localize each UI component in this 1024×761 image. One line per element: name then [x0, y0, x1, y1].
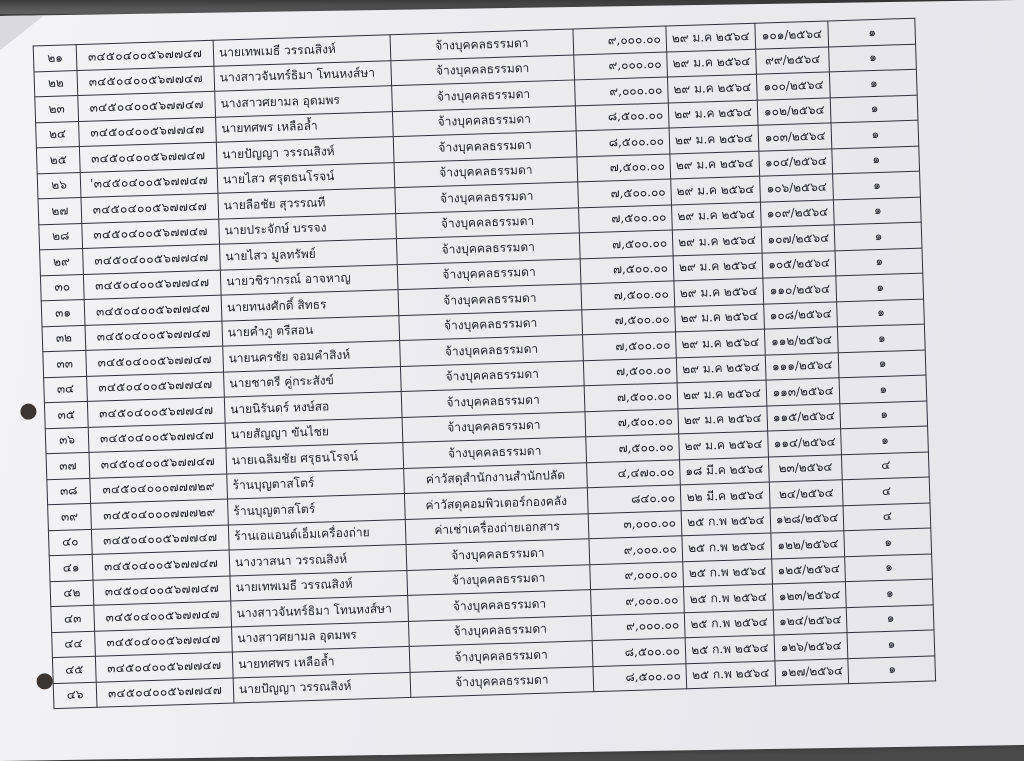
document-number-cell: ๑๑๐/๒๕๖๔ — [763, 276, 837, 304]
description-cell: ค่าวัสดุคอมพิวเตอร์กองคลัง — [404, 488, 588, 519]
payee-name-cell: นางสาวจันทร์ธิมา โทนหงส์ษา — [231, 595, 409, 626]
date-cell: ๒๕ ก.พ ๒๕๖๔ — [683, 558, 773, 586]
document-number-cell: ๑๒๒/๒๕๖๔ — [771, 531, 845, 559]
amount-cell: ๗,๕๐๐.๐๐ — [584, 383, 678, 411]
count-cell: ๑ — [845, 553, 933, 581]
amount-cell: ๗,๕๐๐.๐๐ — [579, 204, 673, 232]
date-cell: ๒๙ ม.ค ๒๕๖๔ — [669, 125, 759, 153]
row-number-cell: ๓๘ — [47, 478, 91, 505]
payee-name-cell: นายไสว ศรุตธนโรจน์ — [217, 162, 395, 193]
tax-id-cell: ๓๔๕๐๔๐๐๕๖๗๗๔๗ — [95, 652, 233, 682]
date-cell: ๒๕ ก.พ ๒๕๖๔ — [681, 508, 771, 536]
row-number-cell: ๒๔ — [36, 121, 80, 148]
date-cell: ๒๕ ก.พ ๒๕๖๔ — [682, 533, 772, 561]
payee-name-cell: นายปัญญา วรรณสิงห์ — [233, 672, 411, 703]
description-cell: จ้างบุคคลธรรมดา — [400, 335, 584, 366]
payee-name-cell: นายไสว มูลทรัพย์ — [220, 239, 398, 270]
punch-hole-upper — [20, 403, 36, 419]
description-cell: ค่าเช่าเครื่องถ่ายเอกสาร — [405, 513, 589, 544]
amount-cell: ๔,๔๗๐.๐๐ — [587, 459, 681, 487]
description-cell: จ้างบุคคลธรรมดา — [391, 54, 575, 85]
payee-name-cell: ร้านบุญตาสโตร์ — [227, 468, 405, 499]
amount-cell: ๙,๐๐๐.๐๐ — [591, 612, 685, 640]
tax-id-cell: ๓๔๕๐๔๐๐๐๗๗๗๒๙ — [90, 474, 228, 504]
date-cell: ๒๙ ม.ค ๒๕๖๔ — [672, 227, 762, 255]
count-cell: ๑ — [833, 171, 921, 199]
document-number-cell: ๑๐๗/๒๕๖๔ — [761, 225, 835, 253]
tax-id-cell: ๓๔๕๐๔๐๐๕๖๗๗๔๗ — [83, 244, 221, 274]
row-number-cell: ๔๔ — [52, 631, 96, 658]
date-cell: ๒๕ ก.พ ๒๕๖๔ — [684, 584, 774, 612]
tax-id-cell: ๓๔๕๐๔๐๐๕๖๗๗๔๗ — [95, 626, 233, 656]
tax-id-cell: '๓๔๕๐๔๐๐๕๖๗๗๔๗ — [80, 168, 218, 198]
count-cell: ๑ — [839, 350, 927, 378]
description-cell: จ้างบุคคลธรรมดา — [406, 539, 590, 570]
amount-cell: ๗,๕๐๐.๐๐ — [583, 332, 677, 360]
row-number-cell: ๒๑ — [33, 45, 77, 72]
description-cell: จ้างบุคคลธรรมดา — [409, 641, 593, 672]
description-cell: จ้างบุคคลธรรมดา — [399, 309, 583, 340]
document-number-cell: ๑๐๖/๒๕๖๔ — [760, 174, 834, 202]
count-cell: ๑ — [835, 248, 923, 276]
description-cell: จ้างบุคคลธรรมดา — [403, 437, 587, 468]
document-number-cell: ๑๒๗/๒๕๖๔ — [775, 658, 849, 686]
tax-id-cell: ๓๔๕๐๔๐๐๕๖๗๗๔๗ — [84, 295, 222, 325]
description-cell: จ้างบุคคลธรรมดา — [408, 590, 592, 621]
count-cell: ๑ — [848, 655, 936, 683]
description-cell: จ้างบุคคลธรรมดา — [400, 360, 584, 391]
date-cell: ๒๙ ม.ค ๒๕๖๔ — [676, 355, 766, 383]
payee-name-cell: ร้านบุญตาสโตร์ — [228, 494, 406, 525]
row-number-cell: ๓๖ — [45, 427, 89, 454]
payee-name-cell: นางสาวศยามล อุดมพร — [215, 86, 393, 117]
count-cell: ๑ — [836, 273, 924, 301]
description-cell: จ้างบุคคลธรรมดา — [392, 80, 576, 111]
description-cell: จ้างบุคคลธรรมดา — [392, 105, 576, 136]
date-cell: ๑๘ มี.ค ๒๕๖๔ — [679, 457, 769, 485]
document-number-cell: ๑๒๖/๒๕๖๔ — [774, 633, 848, 661]
tax-id-cell: ๓๔๕๐๔๐๐๕๖๗๗๔๗ — [83, 270, 221, 300]
row-number-cell: ๔๐ — [48, 529, 92, 556]
count-cell: ๔ — [842, 452, 930, 480]
count-cell: ๑ — [841, 426, 929, 454]
document-number-cell: ๑๒๕/๒๕๖๔ — [772, 556, 846, 584]
count-cell: ๔ — [843, 477, 931, 505]
payee-name-cell: นายวชิรากรณ์ อาจหาญ — [220, 264, 398, 295]
description-cell: จ้างบุคคลธรรมดา — [397, 258, 581, 289]
document-number-cell: ๑๑๑/๒๕๖๔ — [765, 352, 839, 380]
amount-cell: ๙,๐๐๐.๐๐ — [575, 77, 669, 105]
payee-name-cell: นายชาตรี คู่กระสังข์ — [224, 366, 402, 397]
document-number-cell: ๑๐๔/๒๕๖๔ — [759, 148, 833, 176]
count-cell: ๑ — [828, 18, 916, 46]
payee-name-cell: นายทนงศักดิ์ สิทธร — [221, 290, 399, 321]
row-number-cell: ๒๘ — [39, 223, 83, 250]
payee-name-cell: นายเฉลิมชัย ศรุธนโรจน์ — [226, 443, 404, 474]
tax-id-cell: ๓๔๕๐๔๐๐๕๖๗๗๔๗ — [79, 117, 217, 147]
document-number-cell: ๑๐๘/๒๕๖๔ — [764, 301, 838, 329]
date-cell: ๒๙ ม.ค ๒๕๖๔ — [667, 49, 757, 77]
row-number-cell: ๓๓ — [43, 350, 87, 377]
tax-id-cell: ๓๔๕๐๔๐๐๕๖๗๗๔๗ — [76, 40, 214, 70]
row-number-cell: ๒๓ — [35, 96, 79, 123]
document-number-cell: ๑๐๐/๒๕๖๔ — [756, 72, 830, 100]
tax-id-cell: ๓๔๕๐๔๐๐๕๖๗๗๔๗ — [77, 66, 215, 96]
date-cell: ๒๙ ม.ค ๒๕๖๔ — [671, 176, 761, 204]
count-cell: ๑ — [840, 401, 928, 429]
count-cell: ๑ — [839, 375, 927, 403]
payee-name-cell: นางสาวจันทร์ธิมา โทนหงส์ษา — [214, 60, 392, 91]
payee-name-cell: นางวาสนา วรรณสิงห์ — [229, 544, 407, 575]
tax-id-cell: ๓๔๕๐๔๐๐๕๖๗๗๔๗ — [86, 346, 224, 376]
document-number-cell: ๑๒๘/๒๕๖๔ — [770, 505, 844, 533]
tax-id-cell: ๓๔๕๐๔๐๐๕๖๗๗๔๗ — [87, 397, 225, 427]
amount-cell: ๙,๐๐๐.๐๐ — [574, 52, 668, 80]
amount-cell: ๙,๐๐๐.๐๐ — [589, 536, 683, 564]
row-number-cell: ๓๒ — [42, 325, 86, 352]
date-cell: ๒๙ ม.ค ๒๕๖๔ — [671, 202, 761, 230]
date-cell: ๒๙ ม.ค ๒๕๖๔ — [678, 406, 768, 434]
description-cell: จ้างบุคคลธรรมดา — [410, 666, 594, 697]
date-cell: ๒๙ ม.ค ๒๕๖๔ — [670, 151, 760, 179]
amount-cell: ๘,๕๐๐.๐๐ — [575, 103, 669, 131]
date-cell: ๒๙ ม.ค ๒๕๖๔ — [673, 253, 763, 281]
amount-cell: ๗,๕๐๐.๐๐ — [579, 230, 673, 258]
date-cell: ๒๙ ม.ค ๒๕๖๔ — [677, 380, 767, 408]
row-number-cell: ๓๑ — [41, 299, 85, 326]
amount-cell: ๗,๕๐๐.๐๐ — [583, 357, 677, 385]
tax-id-cell: ๓๔๕๐๔๐๐๕๖๗๗๔๗ — [78, 91, 216, 121]
amount-cell: ๗,๕๐๐.๐๐ — [577, 153, 671, 181]
amount-cell: ๓,๐๐๐.๐๐ — [588, 510, 682, 538]
count-cell: ๑ — [846, 579, 934, 607]
row-number-cell: ๓๗ — [46, 452, 90, 479]
count-cell: ๑ — [834, 197, 922, 225]
document-number-cell: ๒๔/๒๕๖๔ — [769, 480, 843, 508]
row-number-cell: ๔๓ — [51, 605, 95, 632]
document-number-cell: ๑๑๒/๒๕๖๔ — [764, 327, 838, 355]
document-number-cell: ๑๐๙/๒๕๖๔ — [760, 199, 834, 227]
count-cell: ๑ — [831, 120, 919, 148]
date-cell: ๒๙ ม.ค ๒๕๖๔ — [668, 100, 758, 128]
row-number-cell: ๒๙ — [40, 248, 84, 275]
payee-name-cell: นายทศพร เหลือล้ำ — [216, 111, 394, 142]
document-number-cell: ๑๑๕/๒๕๖๔ — [767, 403, 841, 431]
amount-cell: ๘,๕๐๐.๐๐ — [593, 663, 687, 691]
count-cell: ๑ — [831, 95, 919, 123]
payee-name-cell: นายลือชัย สุวรรณที — [218, 188, 396, 219]
row-number-cell: ๓๕ — [44, 401, 88, 428]
row-number-cell: ๔๕ — [52, 656, 96, 683]
date-cell: ๒๙ ม.ค ๒๕๖๔ — [674, 278, 764, 306]
description-cell: จ้างบุคคลธรรมดา — [395, 182, 579, 213]
count-cell: ๑ — [835, 222, 923, 250]
amount-cell: ๗,๕๐๐.๐๐ — [585, 408, 679, 436]
count-cell: ๑ — [829, 44, 917, 72]
date-cell: ๒๕ ก.พ ๒๕๖๔ — [686, 660, 776, 688]
date-cell: ๒๕ ก.พ ๒๕๖๔ — [684, 609, 774, 637]
tax-id-cell: ๓๔๕๐๔๐๐๕๖๗๗๔๗ — [85, 321, 223, 351]
tax-id-cell: ๓๔๕๐๔๐๐๕๖๗๗๔๗ — [79, 142, 217, 172]
tax-id-cell: ๓๔๕๐๔๐๐๕๖๗๗๔๗ — [92, 550, 230, 580]
description-cell: จ้างบุคคลธรรมดา — [390, 29, 574, 60]
count-cell: ๑ — [837, 299, 925, 327]
payee-name-cell: นายปัญญา วรรณสิงห์ — [216, 137, 394, 168]
date-cell: ๒๙ ม.ค ๒๕๖๔ — [675, 304, 765, 332]
description-cell: จ้างบุคคลธรรมดา — [398, 284, 582, 315]
document-number-cell: ๑๐๑/๒๕๖๔ — [755, 21, 829, 49]
payee-name-cell: นายสัญญา ขันไชย — [225, 417, 403, 448]
row-number-cell: ๒๖ — [37, 172, 81, 199]
count-cell: ๑ — [830, 69, 918, 97]
tax-id-cell: ๓๔๕๐๔๐๐๕๖๗๗๔๗ — [87, 372, 225, 402]
punch-hole-lower — [37, 673, 53, 689]
amount-cell: ๗,๕๐๐.๐๐ — [581, 281, 675, 309]
description-cell: ค่าวัสดุสำนักงานสำนักปลัด — [404, 462, 588, 493]
tax-id-cell: ๓๔๕๐๔๐๐๕๖๗๗๔๗ — [89, 448, 227, 478]
row-number-cell: ๔๖ — [53, 682, 97, 709]
document-number-cell: ๑๐๕/๒๕๖๔ — [762, 250, 836, 278]
document-number-cell: ๒๓/๒๕๖๔ — [768, 454, 842, 482]
row-number-cell: ๓๙ — [48, 503, 92, 530]
document-number-cell: ๑๒๔/๒๕๖๔ — [773, 607, 847, 635]
tax-id-cell: ๓๔๕๐๔๐๐๕๖๗๗๔๗ — [82, 219, 220, 249]
description-cell: จ้างบุคคลธรรมดา — [402, 411, 586, 442]
payee-name-cell: นายคำภู ตรีสอน — [222, 315, 400, 346]
payee-name-cell: นายเทพเมธี วรรณสิงห์ — [230, 570, 408, 601]
date-cell: ๒๒ มี.ค ๒๕๖๔ — [680, 482, 770, 510]
records-sheet — [33, 18, 937, 709]
payee-name-cell: ร้านเอแอนด์เอ็มเครื่องถ่าย — [228, 519, 406, 550]
amount-cell: ๘๔๐.๐๐ — [587, 485, 681, 513]
count-cell: ๑ — [844, 528, 932, 556]
date-cell: ๒๙ ม.ค ๒๕๖๔ — [679, 431, 769, 459]
row-number-cell: ๓๐ — [40, 274, 84, 301]
count-cell: ๑ — [848, 630, 936, 658]
amount-cell: ๙,๐๐๐.๐๐ — [573, 26, 667, 54]
date-cell: ๒๕ ก.พ ๒๕๖๔ — [685, 635, 775, 663]
description-cell: จ้างบุคคลธรรมดา — [394, 156, 578, 187]
payee-name-cell: นายเทพเมธี วรรณสิงห์ — [213, 35, 391, 66]
description-cell: จ้างบุคคลธรรมดา — [396, 233, 580, 264]
tax-id-cell: ๓๔๕๐๔๐๐๕๖๗๗๔๗ — [94, 601, 232, 631]
date-cell: ๒๙ ม.ค ๒๕๖๔ — [666, 23, 756, 51]
description-cell: จ้างบุคคลธรรมดา — [396, 207, 580, 238]
description-cell: จ้างบุคคลธรรมดา — [407, 564, 591, 595]
count-cell: ๔ — [844, 502, 932, 530]
count-cell: ๑ — [832, 146, 920, 174]
row-number-cell: ๔๒ — [50, 580, 94, 607]
amount-cell: ๘,๕๐๐.๐๐ — [592, 638, 686, 666]
description-cell: จ้างบุคคลธรรมดา — [393, 131, 577, 162]
date-cell: ๒๙ ม.ค ๒๕๖๔ — [667, 74, 757, 102]
amount-cell: ๙,๐๐๐.๐๐ — [591, 587, 685, 615]
amount-cell: ๗,๕๐๐.๐๐ — [582, 306, 676, 334]
tax-id-cell: ๓๔๕๐๔๐๐๕๖๗๗๔๗ — [96, 677, 234, 707]
row-number-cell: ๓๔ — [44, 376, 88, 403]
payee-name-cell: นางสาวศยามล อุดมพร — [232, 621, 410, 652]
count-cell: ๑ — [847, 604, 935, 632]
payee-name-cell: นายประจักษ์ บรรจง — [219, 213, 397, 244]
document-number-cell: ๙๙/๒๕๖๔ — [756, 46, 830, 74]
amount-cell: ๙,๐๐๐.๐๐ — [590, 561, 684, 589]
count-cell: ๑ — [838, 324, 926, 352]
amount-cell: ๗,๕๐๐.๐๐ — [586, 434, 680, 462]
description-cell: จ้างบุคคลธรรมดา — [408, 615, 592, 646]
document-number-cell: ๑๐๒/๒๕๖๔ — [757, 97, 831, 125]
row-number-cell: ๔๑ — [49, 554, 93, 581]
payee-name-cell: นายนครชัย จอมคำสิงห์ — [223, 341, 401, 372]
row-number-cell: ๒๒ — [34, 70, 78, 97]
tax-id-cell: ๓๔๕๐๔๐๐๐๗๗๗๒๙ — [91, 499, 229, 529]
row-number-cell: ๒๕ — [36, 147, 80, 174]
date-cell: ๒๙ ม.ค ๒๕๖๔ — [675, 329, 765, 357]
records-table — [33, 18, 937, 709]
tax-id-cell: ๓๔๕๐๔๐๐๕๖๗๗๔๗ — [88, 423, 226, 453]
document-number-cell: ๑๑๓/๒๕๖๔ — [766, 378, 840, 406]
tax-id-cell: ๓๔๕๐๔๐๐๕๖๗๗๔๗ — [81, 193, 219, 223]
payee-name-cell: นายนิรันดร์ หงษ์สอ — [224, 392, 402, 423]
tax-id-cell: ๓๔๕๐๔๐๐๕๖๗๗๔๗ — [93, 576, 231, 606]
document-number-cell: ๑๐๓/๒๕๖๔ — [758, 123, 832, 151]
document-number-cell: ๑๑๔/๒๕๖๔ — [768, 429, 842, 457]
tax-id-cell: ๓๔๕๐๔๐๐๕๖๗๗๔๗ — [91, 525, 229, 555]
amount-cell: ๘,๕๐๐.๐๐ — [576, 128, 670, 156]
document-number-cell: ๑๒๓/๒๕๖๔ — [772, 582, 846, 610]
row-number-cell: ๒๗ — [38, 198, 82, 225]
amount-cell: ๗,๕๐๐.๐๐ — [580, 255, 674, 283]
amount-cell: ๗,๕๐๐.๐๐ — [578, 179, 672, 207]
description-cell: จ้างบุคคลธรรมดา — [401, 386, 585, 417]
payee-name-cell: นายทศพร เหลือล้ำ — [232, 646, 410, 677]
